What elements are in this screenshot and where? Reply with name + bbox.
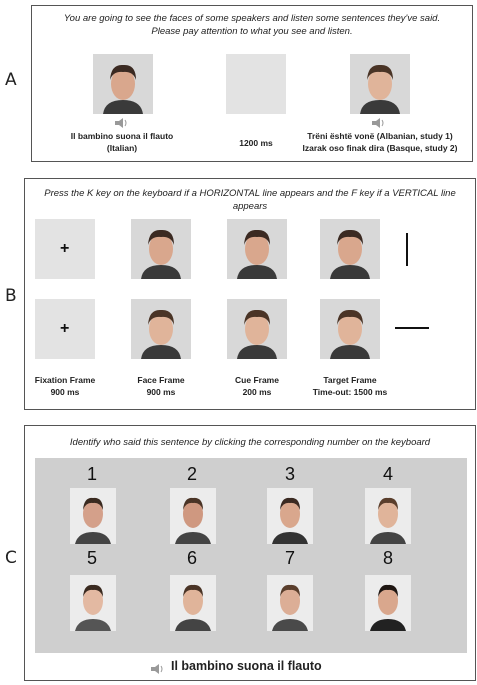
face-frame-2 — [131, 299, 191, 359]
caption-fixation-time: 900 ms — [50, 387, 80, 397]
speaker-face-8 — [365, 575, 411, 631]
speaker-number-2: 2 — [186, 464, 197, 484]
face-frame-1 — [131, 219, 191, 279]
selection-area — [35, 458, 467, 653]
speaker-icon-left — [115, 116, 129, 128]
speaker-number-6: 6 — [186, 548, 197, 568]
speaker-face-5 — [70, 575, 116, 631]
caption-cue-time: 200 ms — [242, 387, 272, 397]
panel-c-instruction: Identify who said this sentence by clicking the corresponding number on the keyboard — [69, 437, 431, 448]
caption-face-time: 900 ms — [146, 387, 176, 397]
panel-b-instruction: Press the K key on the keyboard if a HORIZONTAL line appears and the F key if a VERTICAL line appears — [44, 188, 456, 212]
panel-a-instruction: You are going to see the faces of some speakers and listen some sentences they've said. Please pay attention to what you see and listen. — [63, 13, 441, 37]
caption-target-name: Target Frame — [323, 375, 377, 385]
speaker-face-6 — [170, 575, 216, 631]
vertical-line-target — [406, 233, 408, 266]
speaker-icon-sentence — [151, 662, 165, 674]
target-frame-2 — [320, 299, 380, 359]
fixation-cross-1: + — [60, 240, 70, 257]
fixation-cross-2: + — [60, 320, 70, 337]
caption-cue-name: Cue Frame — [235, 375, 279, 385]
speaker-face-3 — [267, 488, 313, 544]
panel-b-label: B — [5, 286, 17, 306]
speaker-face-right — [350, 54, 410, 114]
panel-c — [24, 425, 476, 681]
speaker-number-8: 8 — [382, 548, 393, 568]
speaker-face-2 — [170, 488, 216, 544]
speaker-face-4 — [365, 488, 411, 544]
speaker-number-5: 5 — [86, 548, 97, 568]
speaker-number-4: 4 — [382, 464, 393, 484]
caption-fixation-name: Fixation Frame — [34, 375, 96, 385]
cue-frame-2 — [227, 299, 287, 359]
speaker-number-1: 1 — [86, 464, 97, 484]
panel-a-right-caption-1: Trëni është vonë (Albanian, study 1) — [307, 131, 453, 141]
panel-b — [24, 178, 476, 410]
target-frame-1 — [320, 219, 380, 279]
panel-c-label: C — [5, 548, 17, 568]
blank-frame — [226, 54, 286, 114]
panel-a-middle-caption: 1200 ms — [239, 138, 273, 148]
caption-face-name: Face Frame — [137, 375, 185, 385]
caption-target-time: Time-out: 1500 ms — [312, 387, 388, 397]
panel-a-label: A — [5, 70, 17, 90]
speaker-number-3: 3 — [284, 464, 295, 484]
speaker-face-7 — [267, 575, 313, 631]
cue-frame-1 — [227, 219, 287, 279]
speaker-face-left — [93, 54, 153, 114]
panel-a-right-caption-2: Izarak oso finak dira (Basque, study 2) — [302, 143, 458, 153]
speaker-icon-right — [372, 116, 386, 128]
panel-a — [31, 5, 473, 162]
speaker-face-1 — [70, 488, 116, 544]
panel-c-sentence: Il bambino suona il flauto — [171, 659, 322, 673]
panel-a-left-caption-1: Il bambino suona il flauto — [70, 131, 174, 141]
horizontal-line-target — [395, 327, 429, 329]
speaker-number-7: 7 — [284, 548, 295, 568]
panel-a-left-caption-2: (Italian) — [106, 143, 138, 153]
